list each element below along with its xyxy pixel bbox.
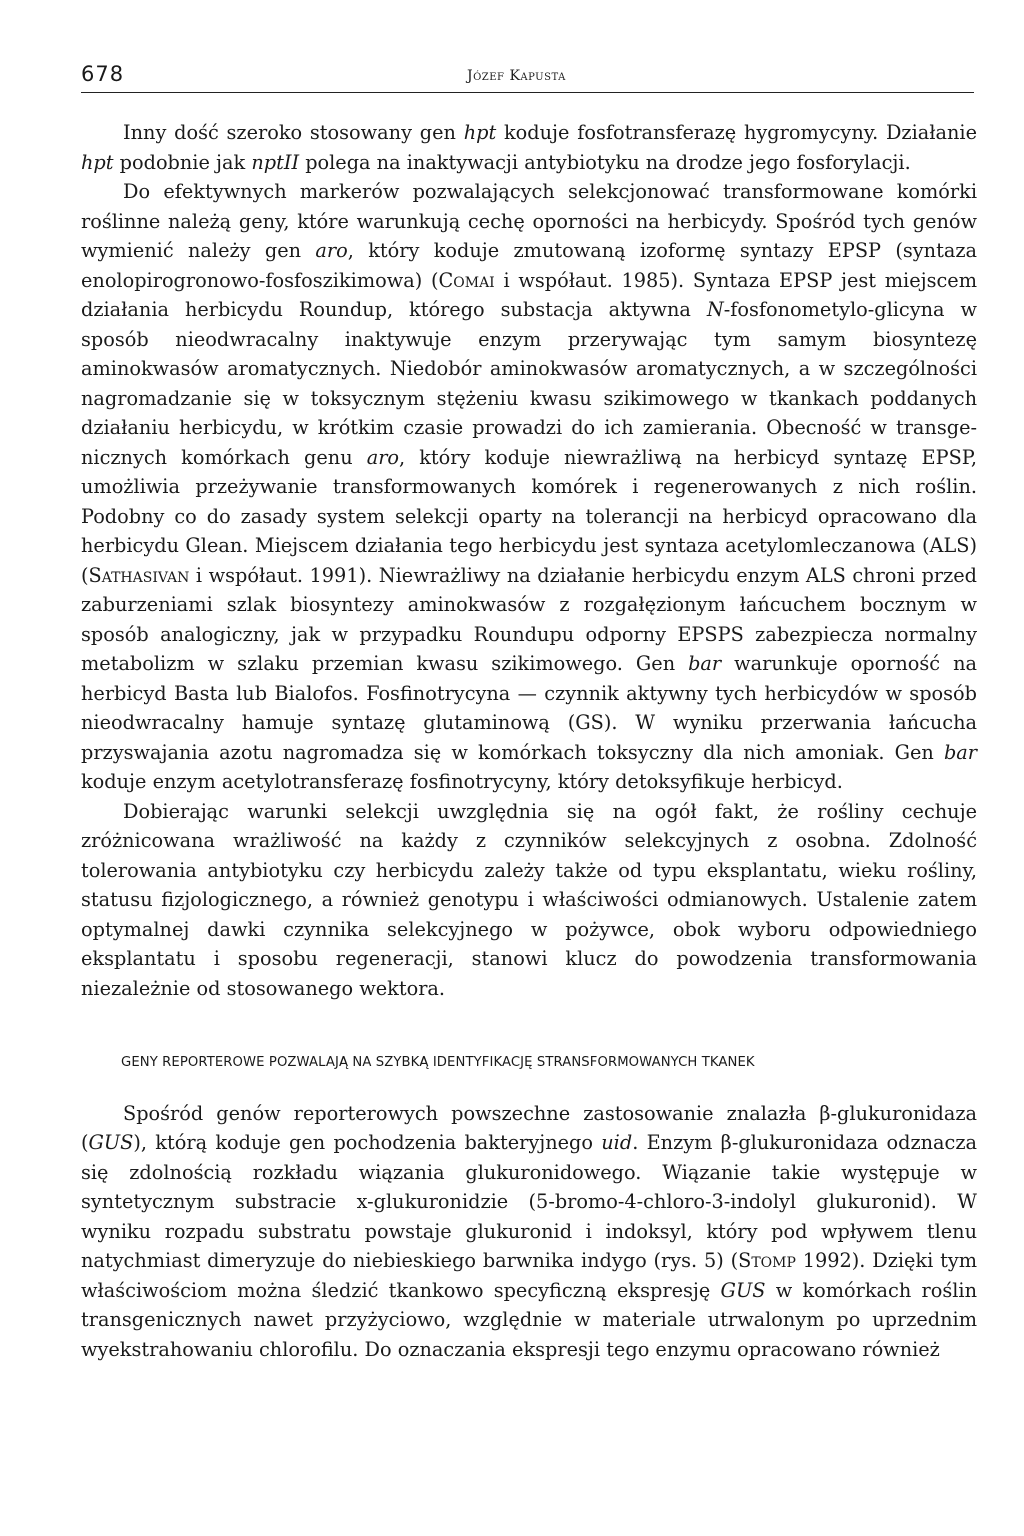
paragraph-hpt-gene — [81, 118, 977, 177]
text-run: Spośród genów reporterowych powszechne zastosowanie znalazła β-glukuronidaza ( — [81, 1101, 977, 1154]
text-run: 1992). Dzięki tym właściwościom można śledzić tkankowo specyficzną ekspresję — [81, 1249, 978, 1302]
text-run: ), którą koduje gen pochodzenia bakteryjnego — [133, 1131, 602, 1154]
running-head-author: Józef Kapusta — [467, 68, 566, 84]
italic-term: bar — [943, 740, 977, 764]
italic-term: uid — [601, 1131, 633, 1154]
body-text — [81, 118, 977, 1364]
citation-author: Stomp — [738, 1249, 796, 1272]
text-run: . Enzym β-glukuronidaza odznacza się zdolnością rozkładu wiązania glukuronidowego. Wiązanie takie występuje w syntetycznym substracie x-glukuronidzie (5-bromo-4-chloro-3-indolyl glukuronid). W wyniku rozpadu substratu powstaje glukuronid i indoksyl, który pod wpływem tlenu natychmiast dimeryzuje do niebieskiego barwnika indygo (rys. 5) ( — [81, 1131, 977, 1272]
italic-term: GUS — [720, 1278, 766, 1302]
text-run: , który koduje zmutowaną izoformę syntazy EPSP (syntaza enolopirogronowo-fosfoszikimowa) ( — [81, 239, 977, 292]
paragraph-herbicide-markers — [81, 177, 977, 797]
text-run: -fosfonometylo-glicyna w sposób nieodwracalny inaktywuje enzym przerywając tym samym biosyntezę aminokwasów aromatycznych. Niedobór aminokwasów aromatycznych, a w szczególności nagromadzanie się w toksycznym stężeniu kwasu szikimowego w tkankach poddanych działaniu herbicydu, w krótkim czasie prowadzi do ich zamierania. Obecność w transgenicznych komórkach genu — [81, 298, 977, 469]
text-run: Dobierając warunki selekcji uwzględnia się na ogół fakt, że rośliny cechuje zróżnicowana wrażliwość na każdy z czynników selekcyjnych z osobna. Zdolność tolerowania antybiotyku czy herbicydu zależy także od typu eksplantatu, wieku rośliny, statusu fizjologicznego, a również genotypu i właściwości odmianowych. Ustalenie zatem optymalnej dawki czynnika selekcyjnego w pożywce, obok wyboru odpowiedniego eksplantatu i sposobu regeneracji, stanowi klucz do powodzenia transformowania niezależnie od stosowanego wektora. — [81, 799, 977, 1000]
text-run: warunkuje oporność na herbicyd Basta lub Bialofos. Fosfinotrycyna — czynnik aktywny tych herbicydów w sposób nieodwracalny hamuje syntazę glutaminową (GS). W wyniku przerwania łańcucha przyswajania azotu nagromadza się w komórkach toksyczny dla nich amoniak. Gen — [81, 652, 977, 764]
text-run: koduje fosfotransferazę hygromycyny. Działanie — [496, 121, 977, 144]
paragraph-reporter-genes — [81, 1099, 977, 1365]
italic-term: nptII — [251, 150, 300, 174]
text-run: i współaut. 1991). Niewrażliwy na działanie herbicydu enzym ALS chroni przed zaburzeniami szlak biosyntezy aminokwasów z rozgałęzionym łańcuchem bocznym w sposób analogiczny, jak w przypadku Roundupu odporny EPSPS zabezpiecza normalny metabolizm w szlaku przemian kwasu szikimowego. Gen — [81, 563, 977, 675]
italic-term: aro — [315, 239, 348, 262]
text-run: koduje enzym acetylotransferazę fosfinotrycyny, który detoksyfikuje herbicyd. — [81, 770, 843, 793]
text-run: , który koduje niewrażliwą na herbicyd syntazę EPSP, umożliwia przeżywanie transformowanych komórek i regenerowanych z nich roślin. Podobny co do zasady system selekcji oparty na tolerancji na herbicyd opracowano dla herbicydu Glean. Miejscem działania tego herbicydu jest syntaza acetylomleczanowa (ALS) ( — [81, 445, 977, 587]
italic-term: hpt — [463, 121, 497, 144]
page-header — [81, 62, 974, 93]
page-number: 678 — [81, 62, 125, 86]
text-run: Inny dość szeroko stosowany gen — [123, 121, 464, 144]
text-run: w komórkach roślin transgenicznych nawet przyżyciowo, względnie w materiale utrwalonym po uprzednim wyekstrahowaniu chlorofilu. Do oznaczania ekspresji tego enzymu opracowano również — [81, 1278, 977, 1361]
section-heading: GENY REPORTEROWE POZWALAJĄ NA SZYBKĄ IDENTYFIKACJĘ STRANSFORMOWANYCH TKANEK — [121, 1055, 755, 1070]
text-run: podobnie jak — [113, 150, 252, 174]
text-run: i współaut. 1985). Syntaza EPSP jest miejscem działania herbicydu Roundup, którego substacja aktywna — [81, 268, 978, 321]
italic-term: hpt — [81, 150, 114, 174]
citation-author: Sathasivan — [88, 563, 190, 587]
italic-term: GUS — [88, 1131, 134, 1154]
italic-term: N — [706, 298, 724, 321]
italic-term: aro — [366, 445, 400, 469]
italic-term: bar — [688, 652, 722, 675]
paragraph-selection-conditions — [81, 797, 977, 1004]
citation-author: Comai — [438, 268, 495, 292]
text-run: Do efektywnych markerów pozwalających selekcjonować transformowane komórki roślinne należą geny, które warunkują cechę oporności na herbicydy. Spośród tych genów wymienić należy gen — [81, 180, 977, 262]
text-run: polega na inaktywacji antybiotyku na drodze jego fosforylacji. — [299, 150, 911, 174]
